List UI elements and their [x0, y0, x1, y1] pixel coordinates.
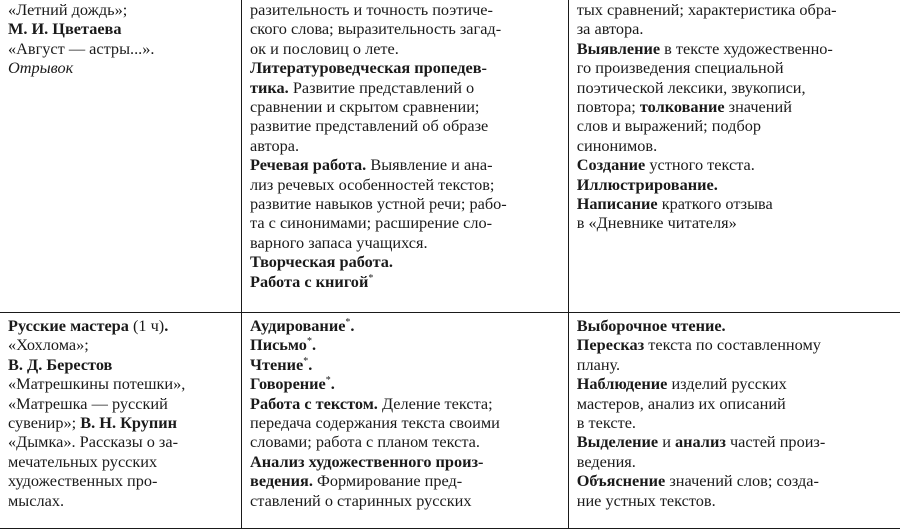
text-run: В. Д. Берестов	[8, 354, 113, 374]
text-line	[8, 471, 235, 490]
text-line	[250, 78, 562, 97]
text-line	[577, 471, 894, 490]
text-line	[577, 19, 894, 38]
text-line	[250, 19, 562, 38]
text-run: текста по составленному	[644, 335, 821, 355]
text-line	[250, 175, 562, 194]
text-run: лиз речевых особенностей текстов;	[250, 174, 495, 194]
text-line	[250, 39, 562, 58]
text-run: в тексте.	[576, 413, 636, 433]
text-run: Речевая работа.	[250, 155, 367, 175]
text-line	[250, 272, 562, 291]
text-line	[577, 97, 894, 116]
text-run: Пересказ	[576, 335, 645, 355]
text-run: ставлений о старинных русских	[250, 490, 472, 510]
text-run: Анализ художественного произ-	[250, 451, 484, 471]
text-line	[250, 432, 562, 451]
text-run: варного запаса учащихся.	[250, 232, 428, 252]
text-line	[250, 58, 562, 77]
text-run: в «Дневнике читателя»	[576, 213, 737, 233]
text-run: «Хохлома»;	[8, 335, 89, 355]
text-run: Формирование пред-	[312, 471, 463, 491]
text-line	[577, 491, 894, 510]
text-line	[8, 39, 235, 58]
footnote-mark: *	[303, 355, 309, 367]
topic-cell	[0, 0, 242, 313]
text-run: ок и пословиц о лете.	[250, 38, 399, 58]
text-run: Написание	[576, 194, 658, 214]
table-row	[0, 313, 900, 529]
text-run: частей произ-	[725, 432, 826, 452]
text-run: Чтение	[250, 354, 304, 374]
text-run: (1 ч)	[128, 316, 165, 335]
text-line	[577, 194, 894, 213]
text-run: Говорение	[250, 374, 326, 394]
text-line	[8, 355, 235, 374]
topic-text	[8, 316, 235, 510]
text-line	[250, 155, 562, 174]
text-run: плану.	[576, 354, 621, 374]
text-run: го произведения специальной	[576, 58, 784, 78]
text-line	[577, 175, 894, 194]
text-run: Выявление и ана-	[366, 155, 493, 175]
text-line	[250, 116, 562, 135]
text-run: устного текста.	[645, 155, 755, 175]
text-run: автора.	[250, 135, 300, 155]
text-line	[250, 452, 562, 471]
text-line	[577, 316, 894, 335]
text-run: ведения.	[250, 471, 313, 491]
text-run: анализ	[675, 432, 726, 452]
text-run: значений слов; созда-	[665, 471, 819, 491]
text-run: сравнении и скрытом сравнении;	[250, 97, 480, 117]
footnote-mark: *	[306, 336, 312, 348]
student-actions-cell	[568, 0, 900, 313]
text-run: Отрывок	[8, 58, 74, 78]
text-line	[577, 155, 894, 174]
text-line	[250, 213, 562, 232]
text-run: .	[164, 316, 169, 335]
text-run: Литературоведческая пропедев-	[250, 58, 487, 78]
text-run: ведения.	[576, 451, 636, 471]
text-run: Письмо	[250, 335, 307, 355]
text-line	[250, 233, 562, 252]
text-run: поэтической лексики, звукописи,	[576, 77, 806, 97]
text-run: толкование	[639, 97, 725, 117]
text-run: Выборочное чтение.	[576, 316, 726, 335]
text-run: Развитие представлений о	[288, 77, 475, 97]
text-run: Выделение	[576, 432, 659, 452]
text-run: словами; работа с планом текста.	[250, 432, 480, 452]
text-run: «Летний дождь»;	[8, 0, 128, 19]
text-line	[577, 116, 894, 135]
activities-text	[250, 316, 562, 510]
text-line	[577, 432, 894, 451]
text-run: Русские мастера	[8, 316, 129, 335]
text-run: мыслах.	[8, 490, 65, 510]
text-run: мечательных русских	[8, 451, 158, 471]
text-line	[577, 213, 894, 232]
text-line	[250, 394, 562, 413]
text-line	[250, 335, 562, 354]
footnote-mark: *	[325, 375, 331, 387]
topic-text	[8, 0, 235, 78]
text-run: изделий русских	[667, 374, 787, 394]
text-run: Работа с текстом.	[250, 393, 378, 413]
text-run: .	[350, 316, 355, 335]
text-line	[250, 374, 562, 393]
text-line	[8, 394, 235, 413]
text-line	[577, 335, 894, 354]
student-actions-text	[577, 316, 894, 510]
text-line	[250, 97, 562, 116]
text-run: ние устных текстов.	[576, 490, 716, 510]
text-line	[577, 136, 894, 155]
text-run: .	[330, 374, 335, 394]
topic-cell	[0, 313, 242, 529]
text-run: за автора.	[576, 19, 644, 39]
text-run: «Дымка». Рассказы о за-	[8, 432, 179, 452]
text-line	[8, 19, 235, 38]
text-run: в тексте художественно-	[660, 38, 833, 58]
text-line	[250, 252, 562, 271]
text-run: та с синонимами; расширение сло-	[250, 213, 493, 233]
activities-cell	[242, 313, 569, 529]
text-run: тика.	[250, 77, 289, 97]
text-run: и	[658, 432, 675, 452]
text-line	[8, 58, 235, 77]
text-line	[577, 58, 894, 77]
text-line	[577, 394, 894, 413]
text-run: «Матрешкины потешки»,	[8, 374, 186, 394]
text-run: Объяснение	[576, 471, 666, 491]
text-line	[8, 452, 235, 471]
text-line	[250, 491, 562, 510]
text-line	[250, 471, 562, 490]
text-run: «Матрешка — русский	[8, 393, 168, 413]
text-run: развитие навыков устной речи; рабо-	[250, 194, 507, 214]
text-run: художественных про-	[8, 471, 158, 491]
text-run: Выявление	[576, 38, 661, 58]
text-line	[250, 136, 562, 155]
activities-cell	[242, 0, 569, 313]
text-run: мастеров, анализ их описаний	[576, 393, 786, 413]
text-line	[577, 452, 894, 471]
text-run: развитие представлений об образе	[250, 116, 489, 136]
text-run: Создание	[576, 155, 646, 175]
text-run: Деление текста;	[377, 393, 493, 413]
text-line	[250, 0, 562, 19]
text-line	[577, 39, 894, 58]
text-line	[250, 316, 562, 335]
text-run: ского слова; выразительность загад-	[250, 19, 502, 39]
text-line	[577, 78, 894, 97]
text-line	[8, 0, 235, 19]
text-run: тых сравнений; характеристика обра-	[576, 0, 837, 19]
text-run: М. И. Цветаева	[8, 19, 122, 39]
text-line	[250, 194, 562, 213]
footnote-mark: *	[345, 317, 351, 328]
text-run: передача содержания текста своими	[250, 413, 500, 433]
text-run: сувенир»;	[8, 413, 81, 433]
text-run: «Август — астры...».	[8, 38, 155, 58]
text-run: Наблюдение	[576, 374, 668, 394]
text-run: повтора;	[576, 97, 640, 117]
text-line	[250, 355, 562, 374]
activities-text	[250, 0, 562, 291]
text-run: краткого отзыва	[657, 194, 773, 214]
text-line	[8, 413, 235, 432]
student-actions-text	[577, 0, 894, 233]
text-run: Работа с книгой	[250, 271, 369, 291]
text-run: .	[308, 354, 313, 374]
student-actions-cell	[568, 313, 900, 529]
text-line	[577, 355, 894, 374]
text-run: .	[311, 335, 317, 355]
text-line	[8, 374, 235, 393]
text-line	[8, 316, 235, 335]
text-run: значений	[724, 97, 792, 117]
text-run: слов и выражений; подбор	[576, 116, 762, 136]
text-line	[8, 335, 235, 354]
text-line	[250, 413, 562, 432]
text-run: В. Н. Крупин	[80, 413, 178, 433]
text-run: Иллюстрирование.	[576, 174, 718, 194]
text-run: Творческая работа.	[250, 252, 393, 272]
text-line	[8, 491, 235, 510]
footnote-mark: *	[368, 272, 374, 284]
text-line	[8, 432, 235, 451]
text-line	[577, 374, 894, 393]
text-line	[577, 0, 894, 19]
text-run: Аудирование	[250, 316, 346, 335]
text-line	[577, 413, 894, 432]
text-run: синонимов.	[576, 135, 658, 155]
text-run: разительность и точность поэтиче-	[250, 0, 493, 19]
